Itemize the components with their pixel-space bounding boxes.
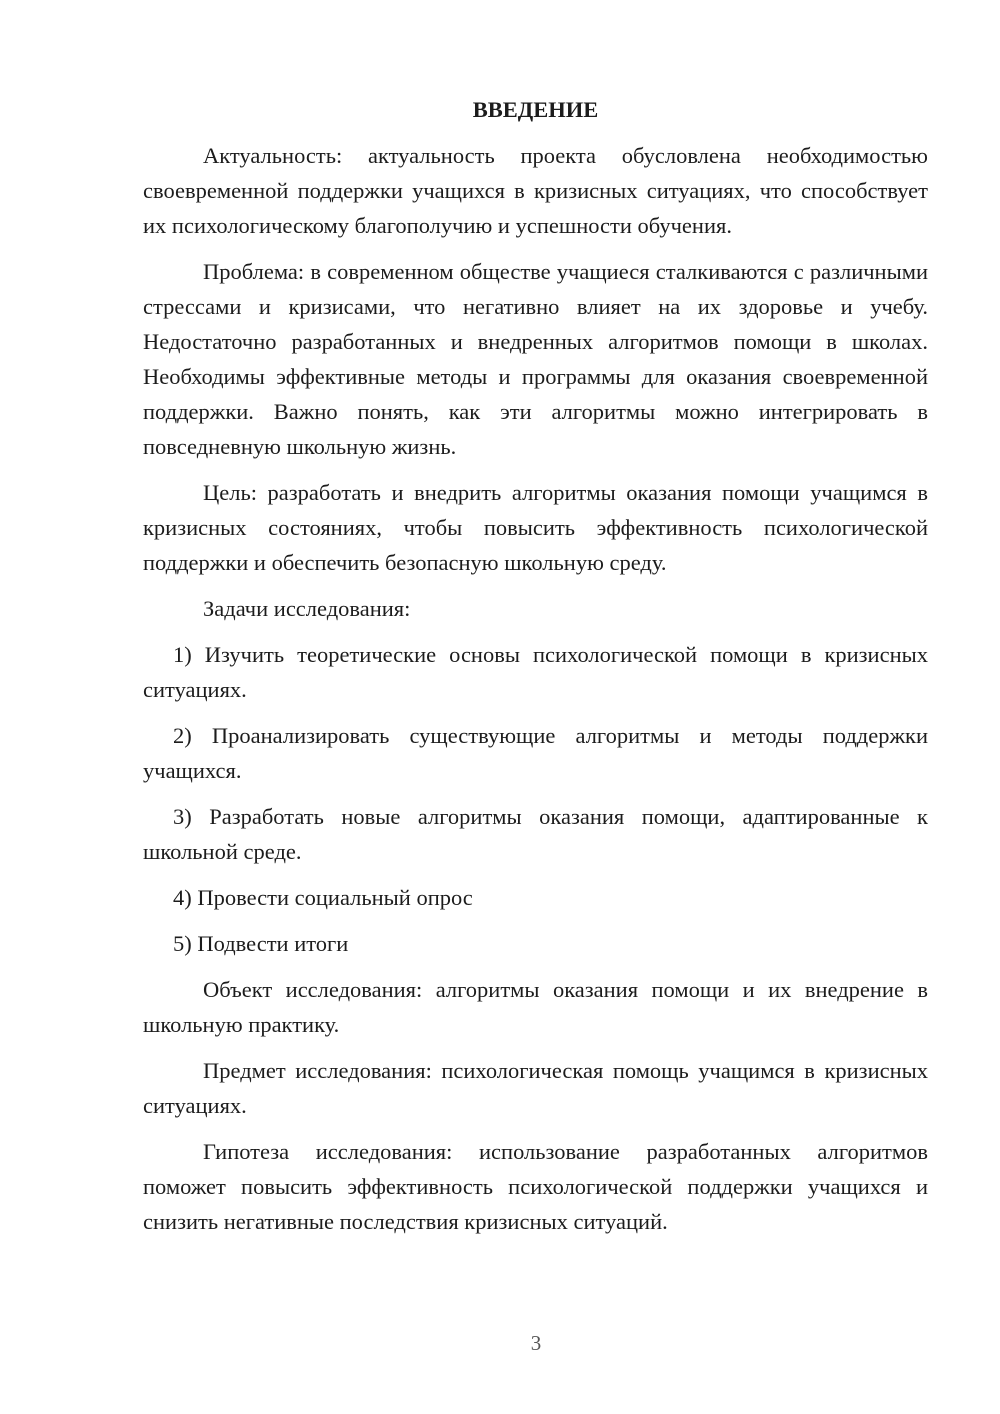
paragraph-relevance: Актуальность: актуальность проекта обусловлена необходимостью своевременной поддержки учащихся в кризисных ситуациях, что способствует их психологическому благополучию и успешности обучения. [143,143,928,238]
task-item: 2) Проанализировать существующие алгоритмы и методы поддержки учащихся. [143,723,928,783]
section-title: ВВЕДЕНИЕ [472,97,599,122]
paragraph-goal: Цель: разработать и внедрить алгоритмы оказания помощи учащимся в кризисных состояниях, чтобы повысить эффективность психологической поддержки и обеспечить безопасную школьную среду. [143,480,928,575]
page-number: 3 [530,1331,542,1355]
tasks-heading: Задачи исследования: [203,596,411,621]
task-item: 4) Провести социальный опрос [173,885,473,910]
paragraph-problem: Проблема: в современном обществе учащиеся сталкиваются с различными стрессами и кризисами, что негативно влияет на их здоровье и учебу. Недостаточно разработанных и внедренных алгоритмов помощи в школах. Необходимы эффективные методы и программы для оказания своевременной поддержки. Важно понять, как эти алгоритмы можно интегрировать в повседневную школьную жизнь. [143,259,928,459]
paragraph-subject: Предмет исследования: психологическая помощь учащимся в кризисных ситуациях. [143,1058,928,1118]
paragraph-hypothesis: Гипотеза исследования: использование разработанных алгоритмов поможет повысить эффективность психологической поддержки учащихся и снизить негативные последствия кризисных ситуаций. [143,1139,928,1234]
task-item: 3) Разработать новые алгоритмы оказания помощи, адаптированные к школьной среде. [143,804,928,864]
task-item: 5) Подвести итоги [173,931,349,956]
paragraph-object: Объект исследования: алгоритмы оказания помощи и их внедрение в школьную практику. [143,977,928,1037]
document-body [143,92,928,1250]
task-item: 1) Изучить теоретические основы психологической помощи в кризисных ситуациях. [143,642,928,702]
